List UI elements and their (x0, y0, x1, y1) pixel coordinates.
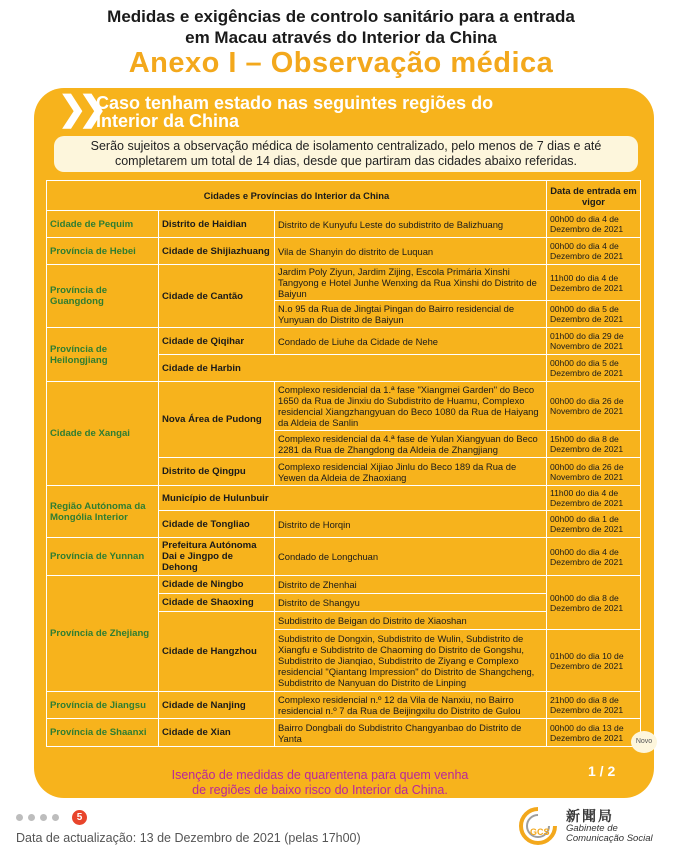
table-header-row (47, 181, 641, 211)
main-title (0, 6, 682, 48)
date-cell: 00h00 do dia 26 de Novembro de 2021 (547, 458, 641, 486)
place-cell: Distrito de Horqin (275, 511, 547, 538)
main-title-line1: Medidas e exigências de controlo sanitário para a entrada (107, 7, 575, 26)
header-places: Cidades e Províncias do Interior da China (47, 181, 547, 211)
exemption-line1: Isenção de medidas de quarentena para quem venha (171, 768, 469, 782)
place-cell: Jardim Poly Ziyun, Jardim Zijing, Escola Primária Xinshi Tangyong e Hotel Junhe Wenxing da Rua Xinshi do Distrito de Baiyun (275, 265, 547, 301)
place-cell: Distrito de Kunyufu Leste do subdistrito de Balizhuang (275, 211, 547, 238)
city-cell: Distrito de Haidian (159, 211, 275, 238)
city-cell: Distrito de Qingpu (159, 458, 275, 486)
city-cell: Cidade de Shaoxing (159, 594, 275, 612)
date-cell: 11h00 do dia 4 de Dezembro de 2021 (547, 486, 641, 511)
date-cell: 11h00 do dia 4 de Dezembro de 2021 (547, 265, 641, 301)
date-cell: 00h00 do dia 13 de Dezembro de 2021 (547, 719, 641, 747)
table-row (47, 265, 641, 301)
date-cell: 00h00 do dia 26 de Novembro de 2021 (547, 382, 641, 431)
table-row (47, 486, 641, 511)
new-badge: Novo (631, 731, 657, 753)
date-cell: 00h00 do dia 4 de Dezembro de 2021 (547, 538, 641, 576)
regions-table (46, 180, 641, 747)
date-cell: 00h00 do dia 1 de Dezembro de 2021 (547, 511, 641, 538)
date-cell: 15h00 do dia 8 de Dezembro de 2021 (547, 431, 641, 458)
notice-line2: completarem um total de 14 dias, desde que partiram das cidades abaixo referidas. (114, 154, 578, 168)
city-cell: Cidade de Ningbo (159, 576, 275, 594)
city-cell: Nova Área de Pudong (159, 382, 275, 458)
city-cell: Cidade de Shijiazhuang (159, 238, 275, 265)
page-indicator: 1 / 2 (588, 763, 616, 779)
place-cell: N.o 95 da Rua de Jingtai Pingan do Bairro residencial de Yunyuan do Distrito de Baiyun (275, 301, 547, 328)
update-date: Data de actualização: 13 de Dezembro de 2021 (pelas 17h00) (16, 831, 361, 845)
place-cell: Subdistrito de Beigan do Distrito de Xiaoshan (275, 612, 547, 630)
province-cell: Província de Yunnan (47, 538, 159, 576)
place-cell: Vila de Shanyin do distrito de Luquan (275, 238, 547, 265)
logo-mark-text: GCS (530, 827, 550, 837)
date-cell: 00h00 do dia 5 de Dezembro de 2021 (547, 301, 641, 328)
main-title-line2: em Macau através do Interior da China (185, 28, 497, 47)
place-cell: Bairro Dongbali do Subdistrito Changyanbao do Distrito de Yanta (275, 719, 547, 747)
double-chevron-icon: ❯❯ (58, 90, 99, 128)
place-cell: Condado de Liuhe da Cidade de Nehe (275, 328, 547, 355)
notice-line1: Serão sujeitos a observação médica de isolamento centralizado, pelo menos de 7 dias e até (90, 139, 602, 153)
section-subtitle-line1: Caso tenham estado nas seguintes regiões do (96, 93, 494, 113)
observation-notice (54, 136, 638, 172)
city-cell: Cidade de Nanjing (159, 692, 275, 719)
table-row (47, 576, 641, 594)
date-cell: 00h00 do dia 5 de Dezembro de 2021 (547, 355, 641, 382)
province-cell: Região Autónoma da Mongólia Interior (47, 486, 159, 538)
table-row (47, 382, 641, 431)
annex-title: Anexo I – Observação médica (128, 47, 554, 79)
table-row (47, 238, 641, 265)
place-cell: Complexo residencial Xijiao Jinlu do Beco 189 da Rua de Yewen da Aldeia de Zhaoxiang (275, 458, 547, 486)
place-cell: Complexo residencial da 4.ª fase de Yulan Xiangyuan do Beco 2281 da Rua de Zhangdong da Aldeia de Zhangjiang (275, 431, 547, 458)
city-cell: Cidade de Cantão (159, 265, 275, 328)
city-cell: Cidade de Xian (159, 719, 275, 747)
carousel-dot-active[interactable]: 5 (72, 810, 87, 825)
section-subtitle (96, 94, 536, 130)
province-cell: Cidade de Xangai (47, 382, 159, 486)
table-row (47, 719, 641, 747)
table-row (47, 538, 641, 576)
table-row (47, 328, 641, 355)
logo-pt-line1: Gabinete de (566, 823, 618, 834)
place-cell: Distrito de Shangyu (275, 594, 547, 612)
exemption-note (120, 768, 520, 798)
date-cell: 01h00 do dia 29 de Novembro de 2021 (547, 328, 641, 355)
province-cell: Província de Hebei (47, 238, 159, 265)
date-cell: 21h00 do dia 8 de Dezembro de 2021 (547, 692, 641, 719)
carousel-dot[interactable] (16, 814, 23, 821)
city-cell: Cidade de Qiqihar (159, 328, 275, 355)
province-cell: Província de Zhejiang (47, 576, 159, 692)
date-cell: 00h00 do dia 4 de Dezembro de 2021 (547, 211, 641, 238)
logo-portuguese-name (566, 824, 653, 844)
header-date: Data de entrada em vigor (547, 181, 641, 211)
carousel-dot[interactable] (40, 814, 47, 821)
city-cell: Cidade de Hangzhou (159, 612, 275, 692)
place-cell: Subdistrito de Dongxin, Subdistrito de Wulin, Subdistrito de Xiangfu e Subdistrito de Chaoming do Distrito de Gongshu, Subdistrito de Jianqiao, Subdistrito de Ziyang e Complexo residencial "Qiantang Impression" do Distrito de Shangcheng, Subdistrito de Nanyuan do Distrito de Linping (275, 630, 547, 692)
carousel-dot[interactable] (28, 814, 35, 821)
province-cell: Província de Guangdong (47, 265, 159, 328)
section-subtitle-line2: Interior da China (96, 111, 240, 131)
logo-chinese-name: 新聞局 (566, 808, 614, 824)
place-cell: Distrito de Zhenhai (275, 576, 547, 594)
province-cell: Cidade de Pequim (47, 211, 159, 238)
gcs-logo-icon (518, 806, 558, 846)
carousel-dot[interactable] (52, 814, 59, 821)
city-cell: Cidade de Harbin (159, 355, 547, 382)
city-cell: Cidade de Tongliao (159, 511, 275, 538)
place-cell: Complexo residencial n.º 12 da Vila de Nanxiu, no Bairro residencial n.º 7 da Rua de Beijingxilu do Distrito de Gulou (275, 692, 547, 719)
city-cell: Prefeitura Autónoma Dai e Jingpo de Dehong (159, 538, 275, 576)
date-cell: 01h00 do dia 10 de Dezembro de 2021 (547, 630, 641, 692)
city-cell: Município de Hulunbuir (159, 486, 547, 511)
logo-pt-line2: Comunicação Social (566, 833, 653, 844)
table-row (47, 692, 641, 719)
table-row (47, 211, 641, 238)
province-cell: Província de Jiangsu (47, 692, 159, 719)
province-cell: Província de Heilongjiang (47, 328, 159, 382)
place-cell: Complexo residencial da 1.ª fase "Xiangmei Garden" do Beco 1650 da Rua de Jinxiu do Subdistrito de Huamu, Complexo residencial Xiangzhangyuan do Beco 1080 da Rua de Haiyang da Aldeia de Sanlin (275, 382, 547, 431)
place-cell: Condado de Longchuan (275, 538, 547, 576)
province-cell: Província de Shaanxi (47, 719, 159, 747)
exemption-line2: de regiões de baixo risco do Interior da China. (192, 783, 448, 797)
date-cell: 00h00 do dia 8 de Dezembro de 2021 (547, 576, 641, 630)
date-cell: 00h00 do dia 4 de Dezembro de 2021 (547, 238, 641, 265)
